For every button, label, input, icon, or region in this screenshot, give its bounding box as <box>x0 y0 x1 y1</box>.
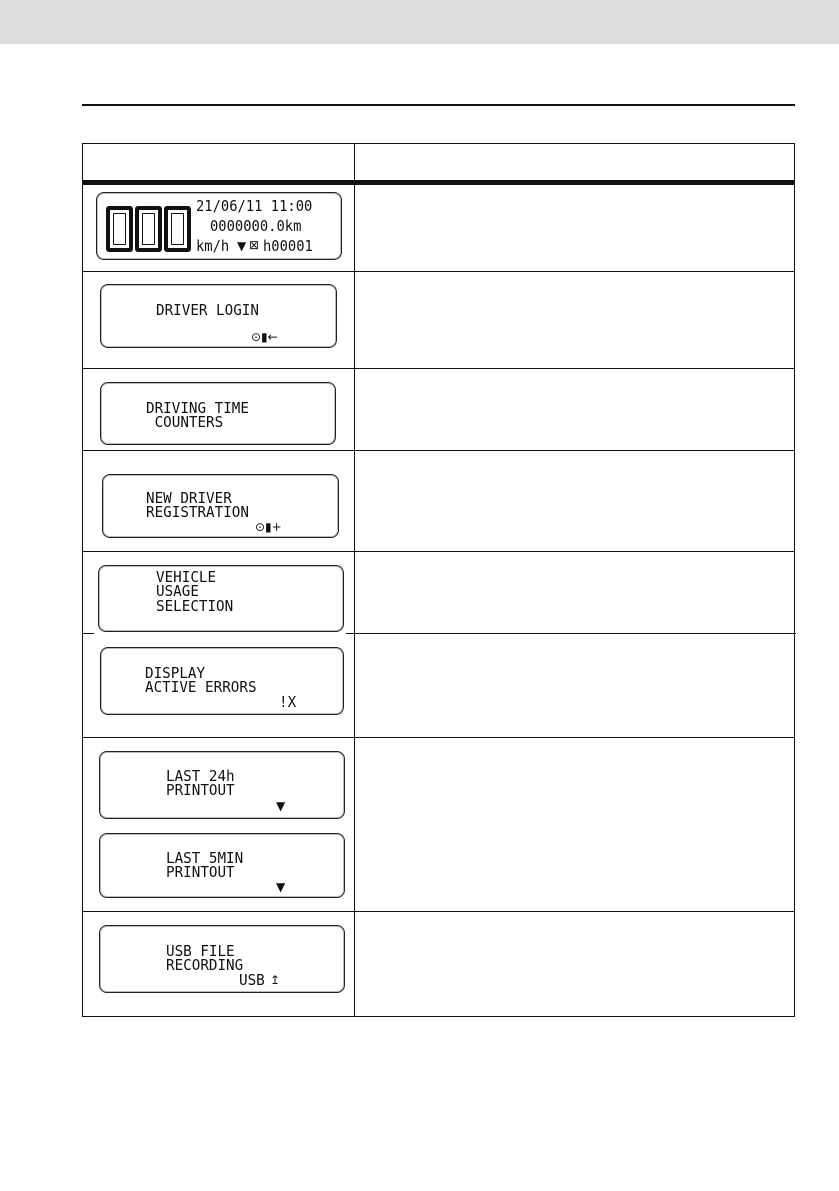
speed-digit <box>135 206 162 252</box>
screen-line: USAGE <box>156 582 199 600</box>
screen-line: LAST 5MIN <box>166 849 244 867</box>
envelope-icon: ⊠ <box>249 238 260 252</box>
row-divider <box>346 633 796 634</box>
screen-line: REGISTRATION <box>146 503 249 521</box>
screen-line: ACTIVE ERRORS <box>145 678 257 696</box>
lcd-last-24h <box>99 751 345 819</box>
screen-line: VEHICLE <box>156 568 217 586</box>
row-divider <box>83 368 794 369</box>
lcd-main-display <box>96 192 342 260</box>
usb-upload-icon: ↥ <box>270 973 281 987</box>
printer-icon: ▼ <box>237 239 247 253</box>
speed-unit: km/h <box>196 237 230 255</box>
screen-line: DRIVING TIME <box>146 399 249 417</box>
screen-line: LAST 24h <box>166 767 235 785</box>
usb-label: USB <box>239 971 265 989</box>
lcd-active-errors <box>100 647 344 715</box>
row-divider <box>83 737 794 738</box>
card-add-icon: ⊙▮+ <box>255 520 282 534</box>
card-insert-icon: ⊙▮← <box>251 330 278 344</box>
lcd-usb-recording <box>99 925 345 993</box>
lcd-last-5min <box>99 833 345 898</box>
screen-line: USB FILE <box>166 942 235 960</box>
odometer: 0000000.0km <box>210 217 302 235</box>
screen-line: DRIVER LOGIN <box>156 301 259 319</box>
screen-line: PRINTOUT <box>166 781 235 799</box>
screen-line: COUNTERS <box>146 413 224 431</box>
lcd-new-driver <box>102 474 339 538</box>
datetime: 21/06/11 11:00 <box>196 197 313 215</box>
screen-line: PRINTOUT <box>166 863 235 881</box>
row-divider <box>83 271 794 272</box>
speed-digit <box>106 206 133 252</box>
speed-digit <box>164 206 191 252</box>
screen-line: NEW DRIVER <box>146 489 232 507</box>
section-rule <box>82 104 795 106</box>
screen-line: SELECTION <box>156 597 234 615</box>
row-divider <box>83 551 794 552</box>
table-header <box>83 144 794 181</box>
hours-counter: h00001 <box>263 237 313 255</box>
row-divider <box>83 911 794 912</box>
screen-line: DISPLAY <box>145 664 206 682</box>
printer-icon: ▼ <box>276 880 286 894</box>
lcd-driving-time <box>100 382 336 445</box>
column-divider <box>354 144 355 1016</box>
screen-line: RECORDING <box>166 956 244 974</box>
error-marker: !X <box>279 693 297 711</box>
printer-icon: ▼ <box>276 799 286 813</box>
lcd-driver-login <box>100 284 337 348</box>
lcd-vehicle-usage <box>98 565 344 632</box>
menu-table <box>82 143 795 1017</box>
page-header-band <box>0 0 839 44</box>
header-divider <box>83 180 794 185</box>
row-divider <box>83 633 94 634</box>
row-divider <box>83 450 794 451</box>
